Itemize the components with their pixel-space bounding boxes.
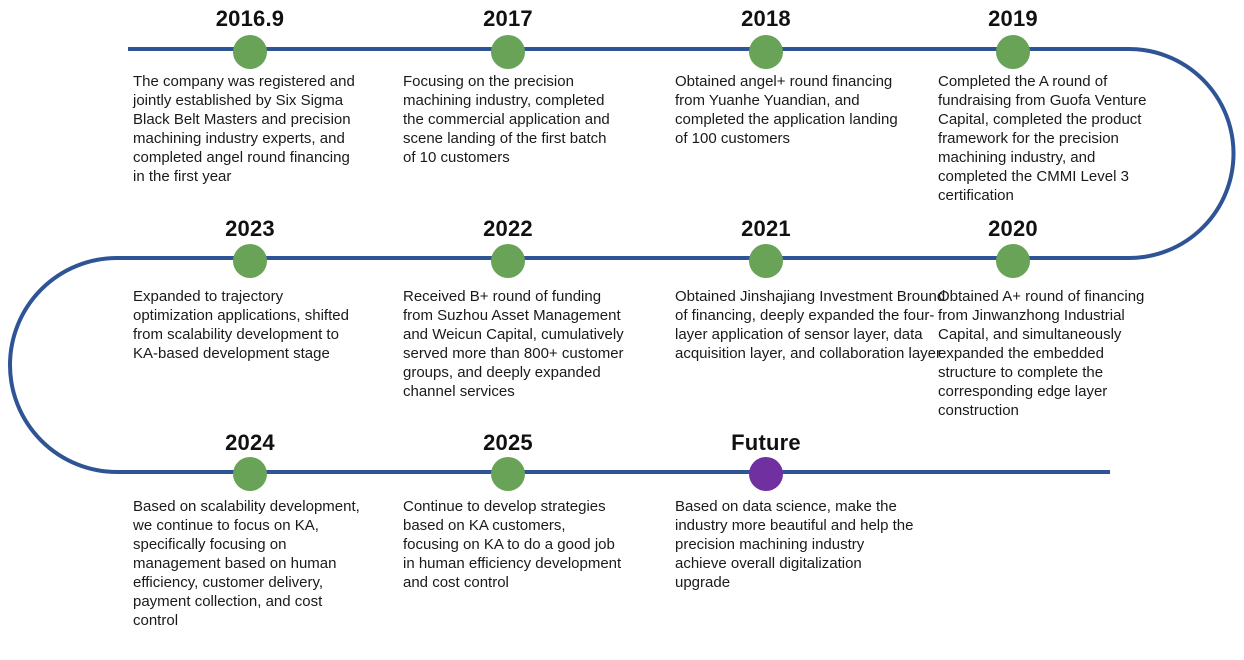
- timeline-dot-future: [749, 457, 783, 491]
- timeline-dot-2025: [491, 457, 525, 491]
- timeline-dot-2021: [749, 244, 783, 278]
- milestone-description-2025: Continue to develop strategies based on KA customers, focusing on KA to do a good job in human efficiency development and cost control: [403, 498, 622, 591]
- year-label-2025: 2025: [483, 430, 533, 455]
- timeline-dot-2019: [996, 35, 1030, 69]
- milestone-description-2018: Obtained angel+ round financing from Yuanhe Yuandian, and completed the application landing of 100 customers: [675, 73, 898, 147]
- milestone-description-2023: Expanded to trajectory optimization applications, shifted from scalability development to KA-based development stage: [133, 288, 349, 362]
- timeline-dot-2016-9: [233, 35, 267, 69]
- milestone-description-2020: Obtained A+ round of financing from Jinwanzhong Industrial Capital, and simultaneously expanded the embedded structure to complete the corresponding edge layer construction: [938, 288, 1145, 419]
- timeline-dot-2017: [491, 35, 525, 69]
- milestone-description-2019: Completed the A round of fundraising from Guofa Venture Capital, completed the product framework for the precision machining industry, and completed the CMMI Level 3 certification: [938, 73, 1147, 204]
- year-label-future: Future: [731, 430, 801, 455]
- timeline-dot-2020: [996, 244, 1030, 278]
- year-label-2018: 2018: [741, 6, 791, 31]
- year-label-2023: 2023: [225, 216, 275, 241]
- timeline-dot-2023: [233, 244, 267, 278]
- timeline-dot-2024: [233, 457, 267, 491]
- milestone-description-future: Based on data science, make the industry more beautiful and help the precision machining industry achieve overall digitalization upgrade: [675, 498, 914, 591]
- milestone-description-2022: Received B+ round of funding from Suzhou Asset Management and Weicun Capital, cumulatively served more than 800+ customer groups, and deeply expanded channel services: [403, 288, 624, 400]
- milestone-description-2016-9: The company was registered and jointly established by Six Sigma Black Belt Masters and precision machining industry experts, and completed angel round financing in the first year: [133, 73, 355, 185]
- year-label-2020: 2020: [988, 216, 1038, 241]
- milestone-description-2024: Based on scalability development, we continue to focus on KA, specifically focusing on management based on human efficiency, customer delivery, payment collection, and cost control: [133, 498, 360, 629]
- timeline-dot-2018: [749, 35, 783, 69]
- year-label-2022: 2022: [483, 216, 533, 241]
- year-label-2024: 2024: [225, 430, 275, 455]
- timeline-dot-2022: [491, 244, 525, 278]
- year-label-2016-9: 2016.9: [215, 6, 285, 31]
- year-label-2017: 2017: [483, 6, 533, 31]
- milestone-description-2017: Focusing on the precision machining industry, completed the commercial application and scene landing of the first batch of 10 customers: [403, 73, 610, 166]
- milestone-description-2021: Obtained Jinshajiang Investment Bround of financing, deeply expanded the four-layer application of sensor layer, data acquisition layer, and collaboration layer: [675, 288, 946, 362]
- year-label-2019: 2019: [988, 6, 1038, 31]
- year-label-2021: 2021: [741, 216, 791, 241]
